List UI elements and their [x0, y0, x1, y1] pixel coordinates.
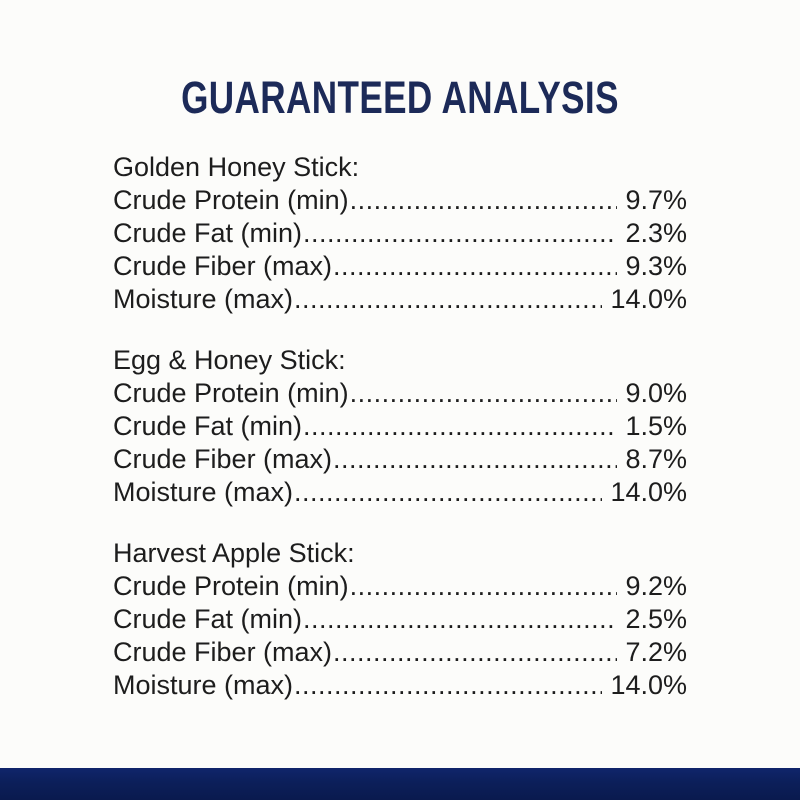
- dot-leader: [294, 283, 602, 316]
- analysis-section: [113, 344, 687, 509]
- analysis-section: [113, 151, 687, 316]
- section-title: Golden Honey Stick:: [113, 152, 360, 182]
- section-title: Harvest Apple Stick:: [113, 538, 355, 568]
- nutrient-value: 1.5%: [625, 411, 687, 441]
- analysis-row: [113, 476, 687, 509]
- section-title: Egg & Honey Stick:: [113, 345, 346, 375]
- nutrient-value: 9.2%: [625, 571, 687, 601]
- nutrient-label: Crude Fat (min): [113, 218, 303, 248]
- dot-leader: [333, 250, 617, 283]
- nutrient-label: Crude Protein (min): [113, 378, 349, 408]
- dot-leader: [333, 443, 617, 476]
- nutrient-value: 9.7%: [625, 185, 687, 215]
- nutrient-label: Crude Fiber (max): [113, 251, 333, 281]
- section-rows: [113, 570, 687, 702]
- analysis-row: [113, 250, 687, 283]
- nutrient-label: Moisture (max): [113, 477, 294, 507]
- nutrient-label: Crude Protein (min): [113, 185, 349, 215]
- nutrient-value: 2.3%: [625, 218, 687, 248]
- nutrient-value: 2.5%: [625, 604, 687, 634]
- dot-leader: [350, 184, 618, 217]
- dot-leader: [350, 570, 618, 603]
- analysis-row: [113, 410, 687, 443]
- dot-leader: [350, 377, 618, 410]
- analysis-row: [113, 443, 687, 476]
- nutrient-label: Moisture (max): [113, 284, 294, 314]
- analysis-row: [113, 570, 687, 603]
- dot-leader: [294, 669, 602, 702]
- analysis-row: [113, 377, 687, 410]
- nutrient-value: 14.0%: [610, 477, 687, 507]
- dot-leader: [303, 217, 617, 250]
- nutrient-value: 9.3%: [625, 251, 687, 281]
- nutrient-label: Crude Fat (min): [113, 604, 303, 634]
- nutrient-label: Crude Fiber (max): [113, 637, 333, 667]
- dot-leader: [294, 476, 602, 509]
- analysis-row: [113, 636, 687, 669]
- nutrient-label: Crude Protein (min): [113, 571, 349, 601]
- nutrient-label: Crude Fat (min): [113, 411, 303, 441]
- nutrient-value: 9.0%: [625, 378, 687, 408]
- nutrient-label: Moisture (max): [113, 670, 294, 700]
- analysis-row: [113, 669, 687, 702]
- nutrient-value: 7.2%: [625, 637, 687, 667]
- nutrient-value: 14.0%: [610, 284, 687, 314]
- section-rows: [113, 377, 687, 509]
- analysis-row: [113, 217, 687, 250]
- section-rows: [113, 184, 687, 316]
- nutrient-label: Crude Fiber (max): [113, 444, 333, 474]
- dot-leader: [333, 636, 617, 669]
- nutrient-value: 14.0%: [610, 670, 687, 700]
- analysis-row: [113, 283, 687, 316]
- nutrient-value: 8.7%: [625, 444, 687, 474]
- dot-leader: [303, 603, 617, 636]
- dot-leader: [303, 410, 617, 443]
- analysis-row: [113, 184, 687, 217]
- footer-accent-bar: [0, 768, 800, 800]
- analysis-row: [113, 603, 687, 636]
- analysis-sections: [113, 151, 687, 702]
- page-title: GUARANTEED ANALYSIS: [181, 72, 619, 123]
- analysis-section: [113, 537, 687, 702]
